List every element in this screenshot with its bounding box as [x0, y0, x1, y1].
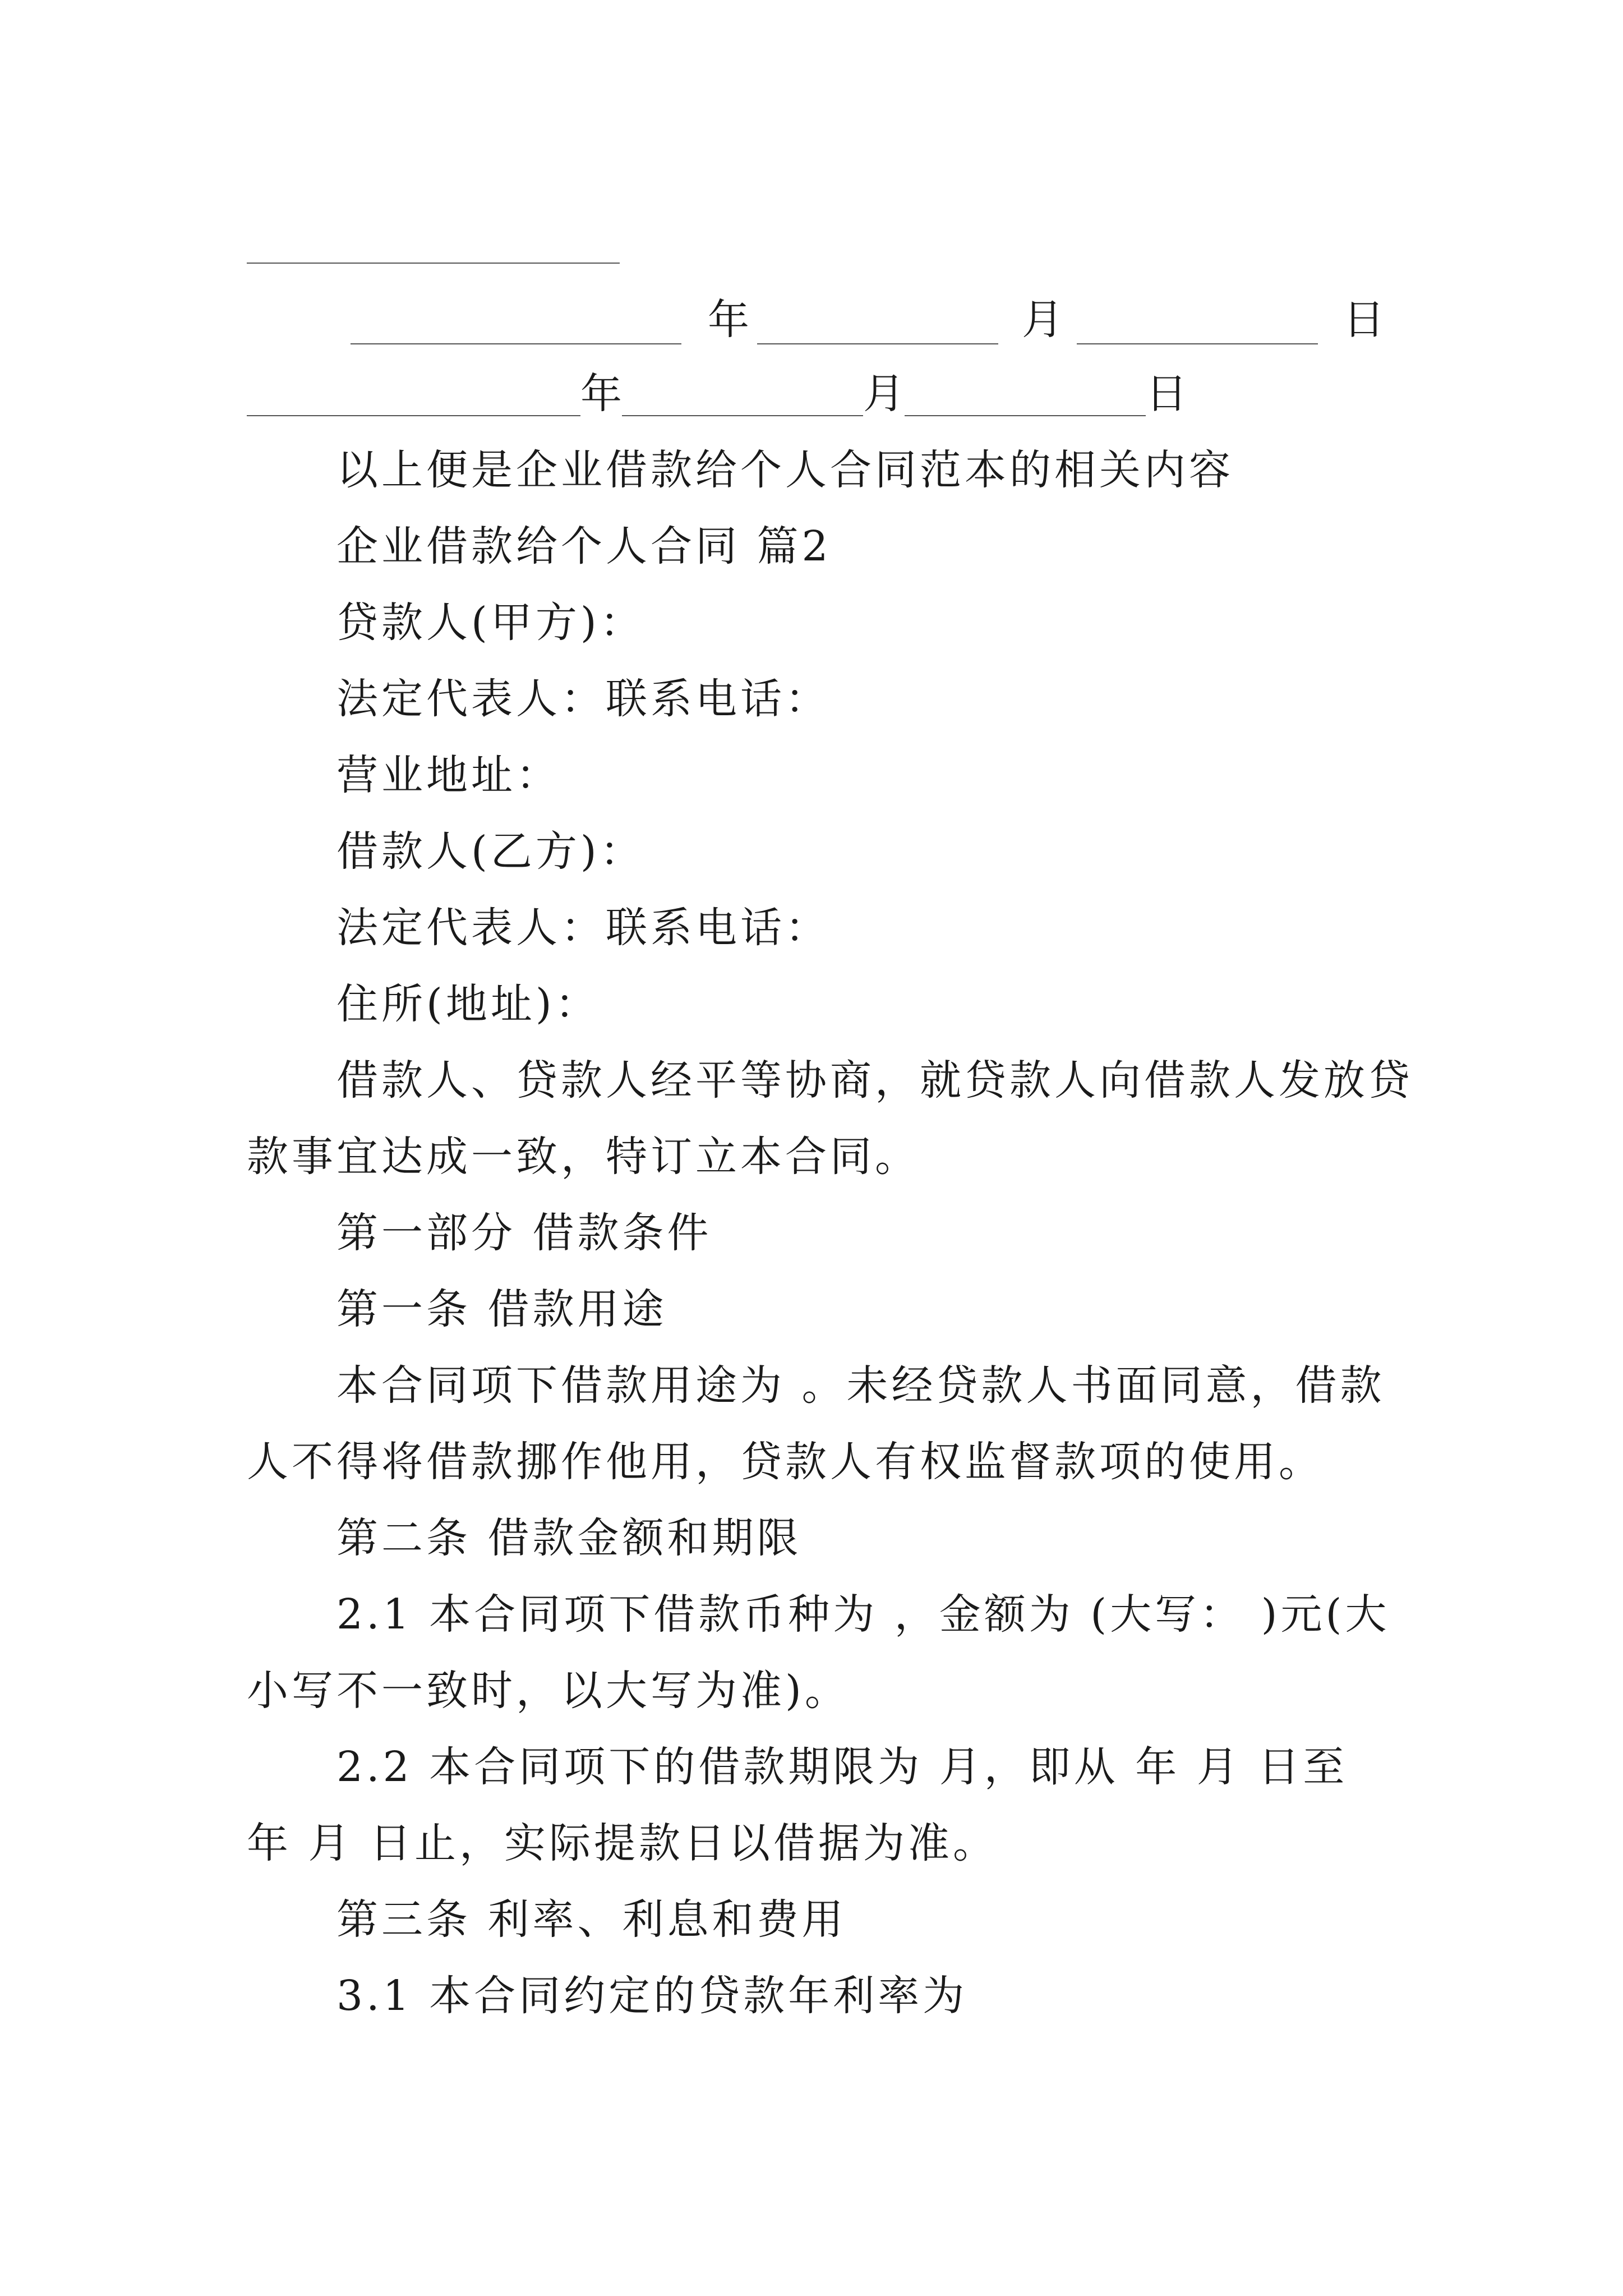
date-month-label: 月 [863, 370, 905, 418]
borrower-address-field: 住所(地址)： [336, 980, 600, 1028]
date-day-label: 日 [1343, 296, 1385, 344]
preamble-line-2: 款事宜达成一致，特订立本合同。 [247, 1133, 920, 1181]
article-heading: 第一条 借款用途 [336, 1285, 667, 1333]
clause-line-1: 2.2 本合同项下的借款期限为 月，即从 年 月 日至 [336, 1743, 1348, 1791]
date-month-label: 月 [1022, 296, 1063, 344]
date-year-blank [247, 415, 580, 416]
article-heading: 第二条 借款金额和期限 [336, 1514, 802, 1562]
lender-address-field: 营业地址： [336, 751, 561, 799]
borrower-representative-field: 法定代表人：联系电话： [336, 904, 830, 952]
lender-representative-field: 法定代表人：联系电话： [336, 675, 830, 723]
signature-line [247, 263, 620, 264]
lender-field: 贷款人(甲方)： [336, 599, 645, 647]
clause-line-2: 年 月 日止，实际提款日以借据为准。 [247, 1819, 998, 1867]
section-title: 企业借款给个人合同 篇2 [336, 522, 832, 570]
date-year-blank [351, 343, 681, 344]
summary-line: 以上便是企业借款给个人合同范本的相关内容 [336, 446, 1234, 494]
article-heading: 第三条 利率、利息和费用 [336, 1895, 847, 1944]
clause-line-1: 2.1 本合同项下借款币种为 ，金额为 (大写： )元(大 [336, 1590, 1390, 1639]
date-day-blank [1077, 343, 1318, 344]
date-month-blank [622, 415, 863, 416]
borrower-field: 借款人(乙方)： [336, 827, 645, 876]
date-day-blank [905, 415, 1146, 416]
date-year-label: 年 [708, 296, 749, 344]
article-text-line-2: 人不得将借款挪作他用，贷款人有权监督款项的使用。 [247, 1438, 1324, 1486]
article-text-line-1: 本合同项下借款用途为 。未经贷款人书面同意，借款 [336, 1361, 1385, 1410]
clause-line-2: 小写不一致时，以大写为准)。 [247, 1667, 850, 1715]
date-year-label: 年 [580, 370, 622, 418]
date-day-label: 日 [1146, 370, 1187, 418]
date-month-blank [757, 343, 998, 344]
clause-line-1: 3.1 本合同约定的贷款年利率为 [336, 1972, 968, 2020]
preamble-line-1: 借款人、贷款人经平等协商，就贷款人向借款人发放贷 [336, 1056, 1413, 1105]
part-heading: 第一部分 借款条件 [336, 1209, 712, 1257]
